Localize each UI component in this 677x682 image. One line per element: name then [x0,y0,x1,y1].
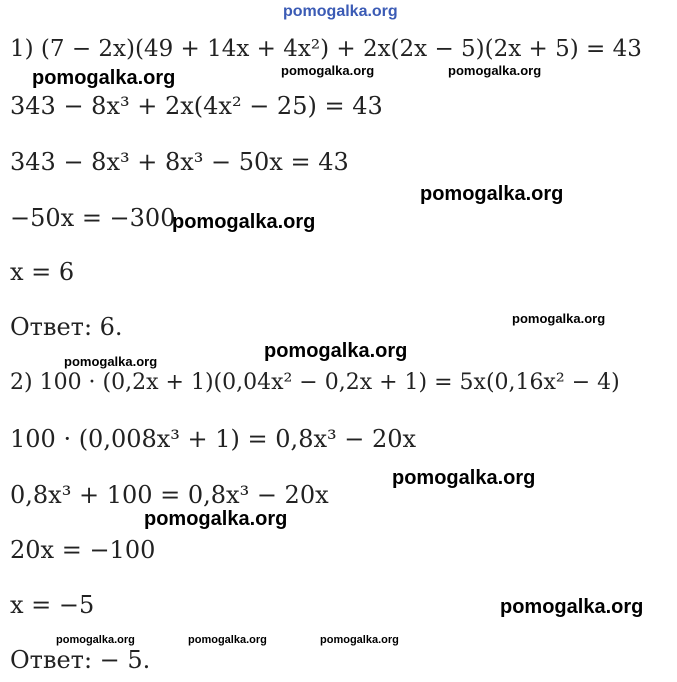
watermark: pomogalka.org [448,63,542,78]
watermark: pomogalka.org [500,596,644,618]
watermark: pomogalka.org [320,634,399,646]
watermark: pomogalka.org [32,67,176,89]
p1-line-2: 343 − 8x³ + 2x(4x² − 25) = 43 [10,92,383,120]
watermark: pomogalka.org [56,634,135,646]
p1-line-5: x = 6 [10,258,75,286]
p1-line-4: −50x = −300 [10,204,176,232]
watermark: pomogalka.org [188,634,267,646]
p2-answer: Ответ: − 5. [10,646,151,674]
watermark: pomogalka.org [64,354,158,369]
p1-line-1: 1) (7 − 2x)(49 + 14x + 4x²) + 2x(2x − 5)(2x + 5) = 43 [10,36,642,62]
watermark: pomogalka.org [392,467,536,489]
p2-line-3: 0,8x³ + 100 = 0,8x³ − 20x [10,481,329,509]
p1-line-3: 343 − 8x³ + 8x³ − 50x = 43 [10,148,349,176]
watermark: pomogalka.org [264,340,408,362]
watermark: pomogalka.org [144,508,288,530]
p2-line-4: 20x = −100 [10,536,156,564]
p2-line-1: 2) 100 · (0,2x + 1)(0,04x² − 0,2x + 1) = 5x(0,16x² − 4) [10,370,620,395]
p1-answer: Ответ: 6. [10,313,123,341]
watermark: pomogalka.org [281,63,375,78]
watermark: pomogalka.org [420,183,564,205]
p2-line-2: 100 · (0,008x³ + 1) = 0,8x³ − 20x [10,425,417,453]
p2-line-5: x = −5 [10,591,95,619]
watermark: pomogalka.org [172,211,316,233]
watermark-top: pomogalka.org [283,3,398,20]
watermark: pomogalka.org [512,311,606,326]
